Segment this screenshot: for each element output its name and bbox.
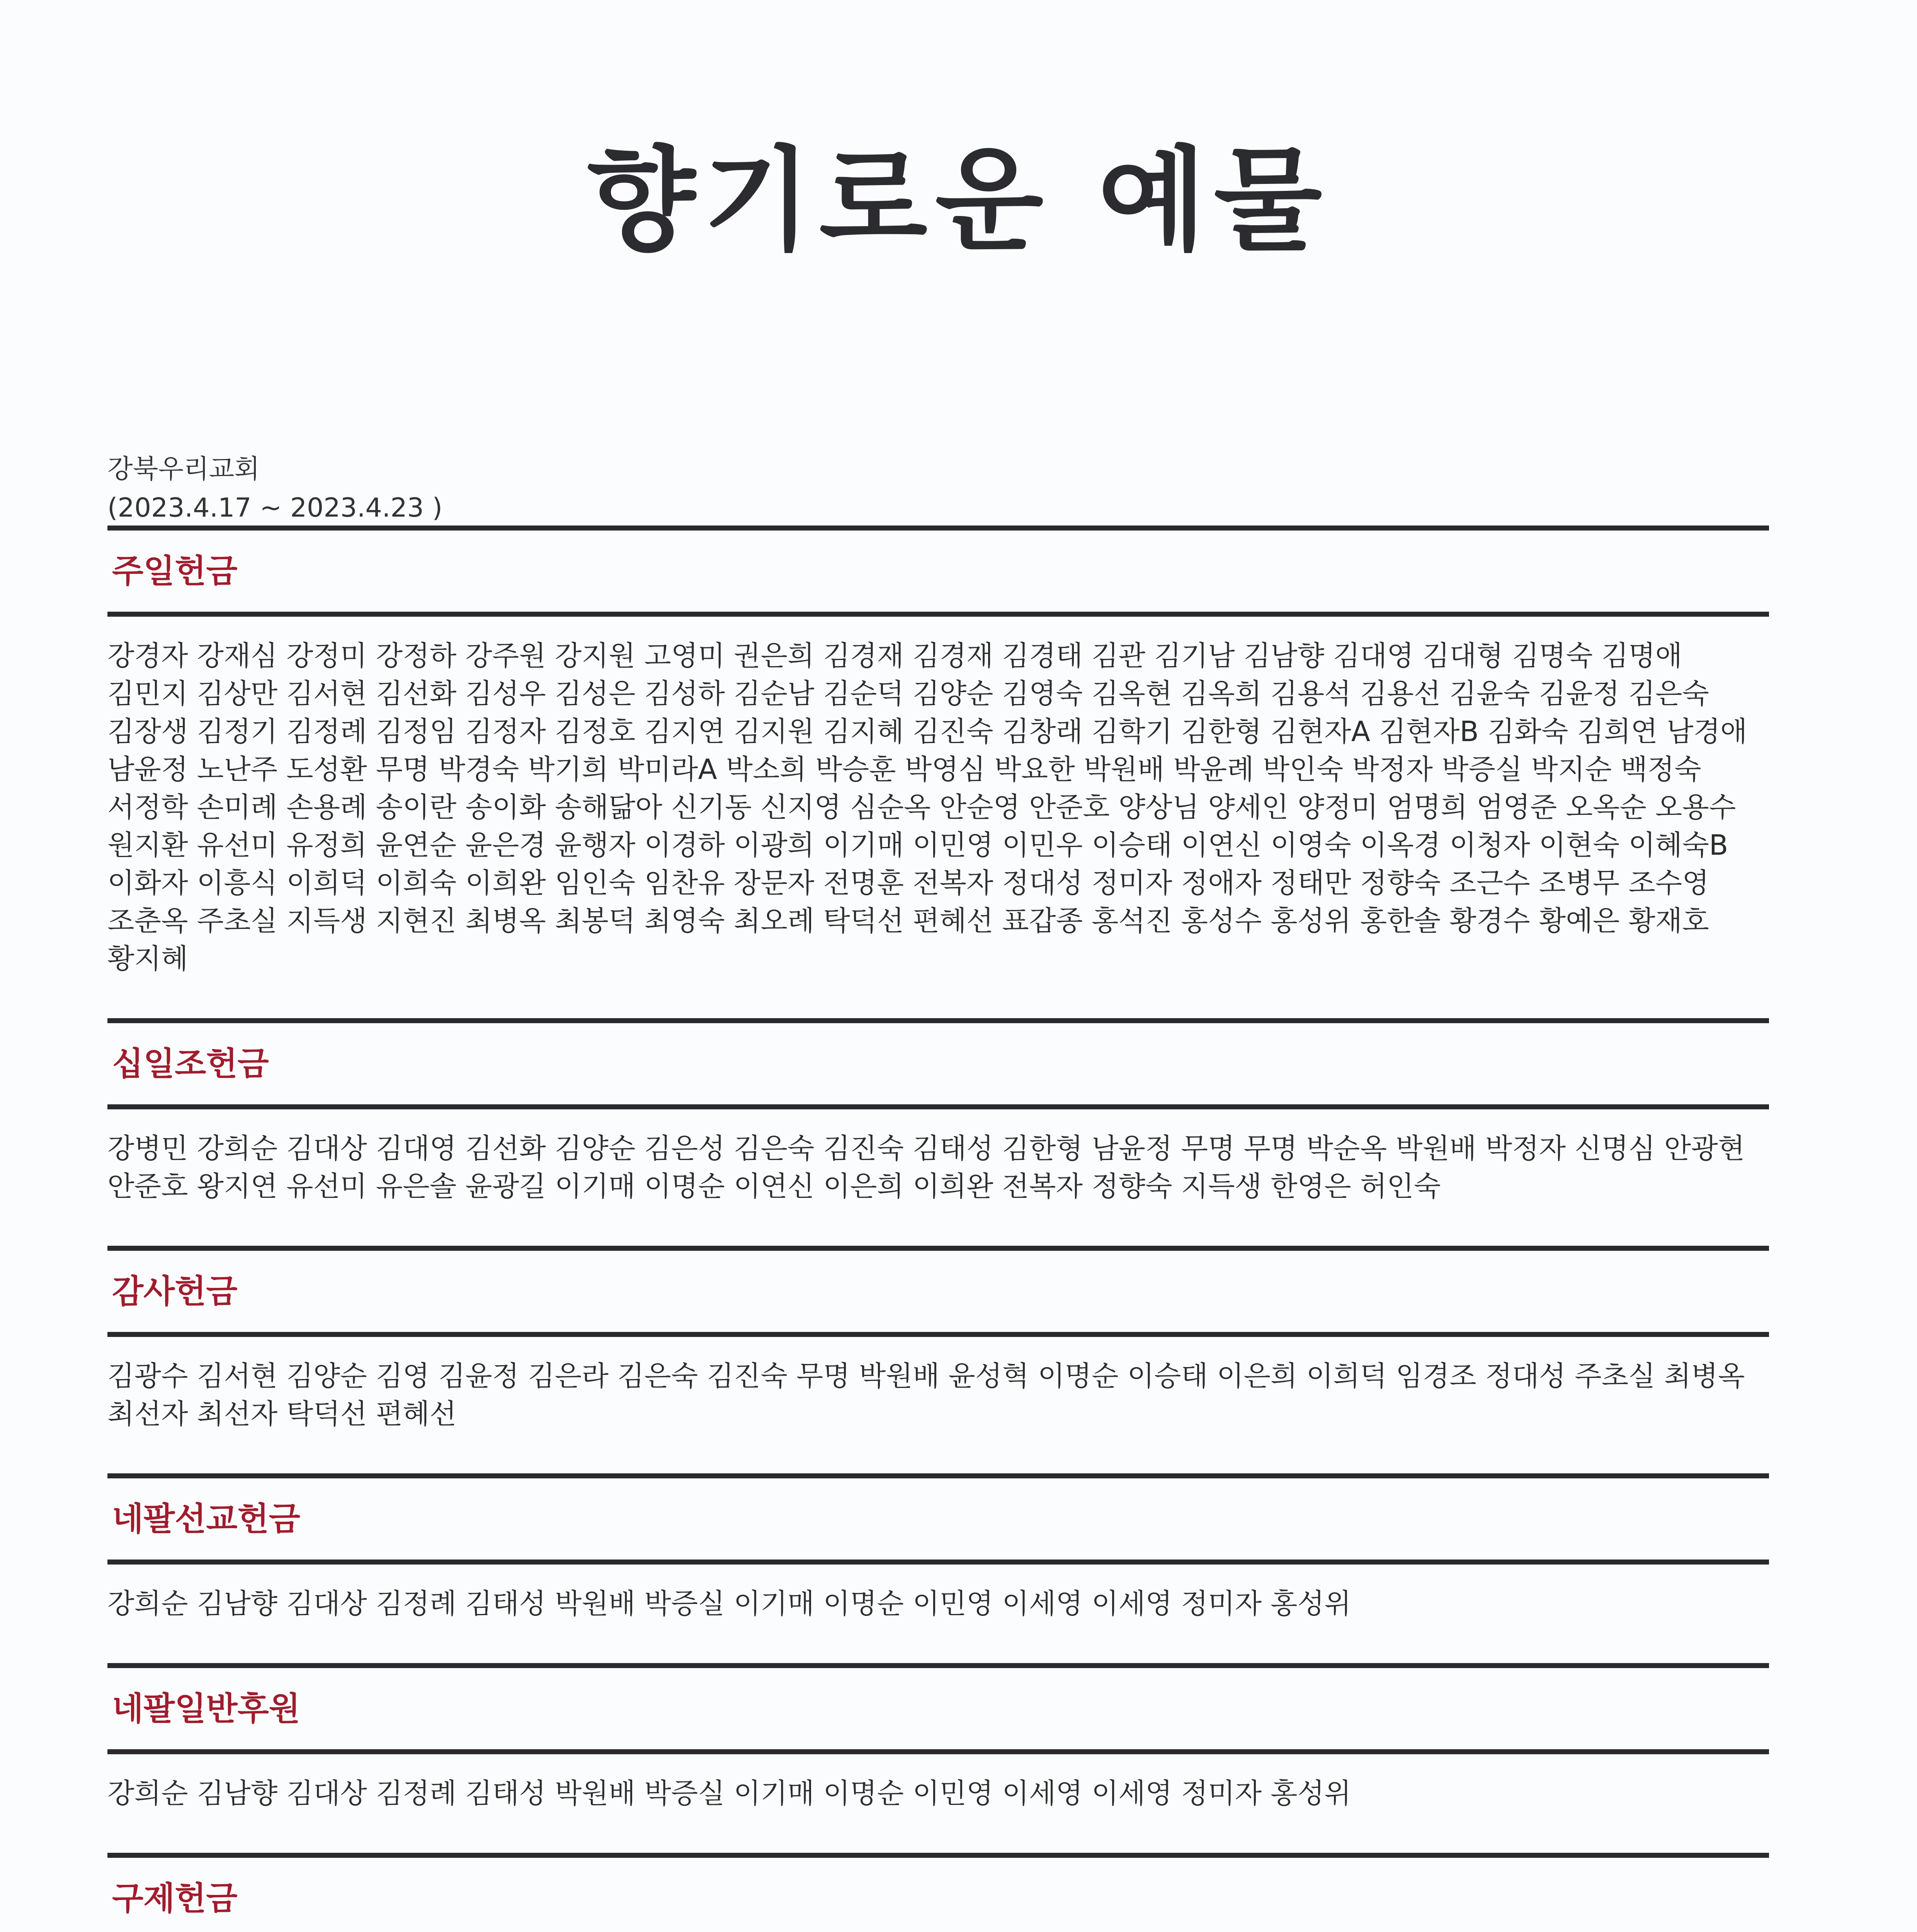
offering-section <box>107 526 1769 978</box>
section-title: 네팔일반후원 <box>112 1690 300 1728</box>
section-divider <box>107 526 1769 531</box>
donor-names: 강경자 강재심 강정미 강정하 강주원 강지원 고영미 권은희 김경재 김경재 김경태 김관 김기남 김남향 김대영 김대형 김명숙 김명애 김민지 김상만 김서현 김선화 김성우 김성은 김성하 김순남 김순덕 김양순 김영숙 김옥현 김옥희 김용석 김용선 김윤숙 김윤정 김은숙 김장생 김정기 김정례 김정임 김정자 김정호 김지연 김지원 김지혜 김진숙 김창래 김학기 김한형 김현자A 김현자B 김화숙 김희연 남경애 남윤정 노난주 도성환 무명 박경숙 박기희 박미라A 박소희 박승훈 박영심 박요한 박원배 박윤례 박인숙 박정자 박증실 박지순 백정숙 서정학 손미례 손용례 송이란 송이화 송해닮아 신기동 신지영 심순옥 안순영 안준호 양상님 양세인 양정미 엄명희 엄영준 오옥순 오용수 원지환 유선미 유정희 윤연순 윤은경 윤행자 이경하 이광희 이기매 이민영 이민우 이승태 이연신 이영숙 이옥경 이청자 이현숙 이혜숙B 이화자 이흥식 이희덕 이희숙 이희완 임인숙 임찬유 장문자 전명훈 전복자 정대성 정미자 정애자 정태만 정향숙 조근수 조병무 조수영 조춘옥 주초실 지득생 지현진 최병옥 최봉덕 최영숙 최오례 탁덕선 편혜선 표갑종 홍석진 홍성수 홍성위 홍한솔 황경수 황예은 황재호 황지혜 <box>107 639 1747 975</box>
section-divider <box>107 1104 1769 1109</box>
page-title: 향기로운 예물 <box>587 136 1330 266</box>
section-divider <box>107 1246 1769 1251</box>
donor-names: 강희순 김남향 김대상 김정례 김태성 박원배 박증실 이기매 이명순 이민영 이세영 이세영 정미자 홍성위 <box>107 1587 1351 1620</box>
section-title: 십일조헌금 <box>112 1045 269 1083</box>
section-divider <box>107 1018 1769 1023</box>
offering-section <box>107 1246 1769 1433</box>
offering-section <box>107 1018 1769 1205</box>
section-title: 주일헌금 <box>112 552 238 590</box>
section-divider <box>107 1853 1769 1858</box>
section-divider <box>107 1332 1769 1337</box>
donor-names: 강병민 강희순 김대상 김대영 김선화 김양순 김은성 김은숙 김진숙 김태성 김한형 남윤정 무명 무명 박순옥 박원배 박정자 신명심 안광현 안준호 왕지연 유선미 유은솔 윤광길 이기매 이명순 이연신 이은희 이희완 전복자 정향숙 지득생 한영은 허인숙 <box>107 1132 1745 1202</box>
donor-names: 김광수 김서현 김양순 김영 김윤정 김은라 김은숙 김진숙 무명 박원배 윤성혁 이명순 이승태 이은희 이희덕 임경조 정대성 주초실 최병옥 최선자 최선자 탁덕선 편혜선 <box>107 1360 1745 1430</box>
section-title: 감사헌금 <box>112 1272 238 1310</box>
section-title: 구제헌금 <box>112 1879 238 1917</box>
section-divider <box>107 612 1769 617</box>
section-divider <box>107 1663 1769 1668</box>
offering-section <box>107 1853 1769 1932</box>
section-divider <box>107 1473 1769 1478</box>
section-divider <box>107 1560 1769 1565</box>
offering-period: (2023.4.17 ~ 2023.4.23 ) <box>107 493 443 523</box>
section-title: 네팔선교헌금 <box>112 1500 300 1538</box>
donor-names: 강희순 김남향 김대상 김정례 김태성 박원배 박증실 이기매 이명순 이민영 이세영 이세영 정미자 홍성위 <box>107 1777 1351 1810</box>
section-divider <box>107 1749 1769 1754</box>
church-info <box>107 450 442 527</box>
offering-list <box>107 526 1769 1932</box>
offering-section <box>107 1663 1769 1812</box>
offering-section <box>107 1473 1769 1622</box>
church-name: 강북우리교회 <box>107 454 260 485</box>
